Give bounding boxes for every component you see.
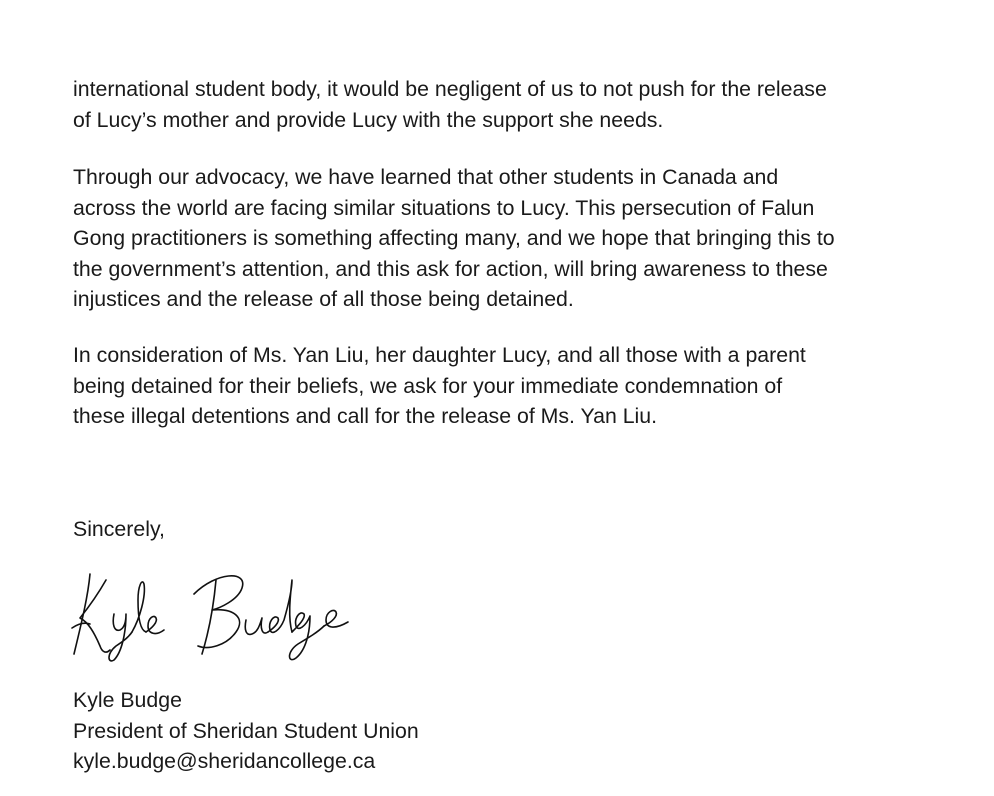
closing-text: Sincerely,	[73, 517, 165, 541]
paragraph-line: these illegal detentions and call for the release of Ms. Yan Liu.	[73, 404, 658, 428]
signer-title: President of Sheridan Student Union	[73, 718, 419, 743]
paragraph-line: international student body, it would be negligent of us to not push for the release	[73, 77, 827, 101]
body-paragraph-2	[73, 162, 943, 315]
paragraph-line: In consideration of Ms. Yan Liu, her daughter Lucy, and all those with a parent	[73, 343, 806, 367]
paragraph-line: across the world are facing similar situations to Lucy. This persecution of Falun	[73, 195, 815, 220]
signature-block	[73, 685, 943, 777]
paragraph-line: of Lucy’s mother and provide Lucy with the support she needs.	[73, 107, 664, 132]
paragraph-line: injustices and the release of all those being detained.	[73, 287, 574, 311]
paragraph-line: being detained for their beliefs, we ask for your immediate condemnation of	[73, 373, 783, 398]
paragraph-line: the government’s attention, and this ask for action, will bring awareness to these	[73, 256, 828, 281]
handwritten-signature	[66, 566, 366, 664]
signer-name: Kyle Budge	[73, 688, 182, 712]
signer-email: kyle.budge@sheridancollege.ca	[73, 749, 376, 773]
body-paragraph-1	[73, 74, 943, 135]
paragraph-line: Gong practitioners is something affecting many, and we hope that bringing this to	[73, 226, 835, 250]
body-paragraph-3	[73, 340, 943, 432]
closing-salutation	[73, 514, 943, 545]
paragraph-line: Through our advocacy, we have learned that other students in Canada and	[73, 165, 779, 189]
